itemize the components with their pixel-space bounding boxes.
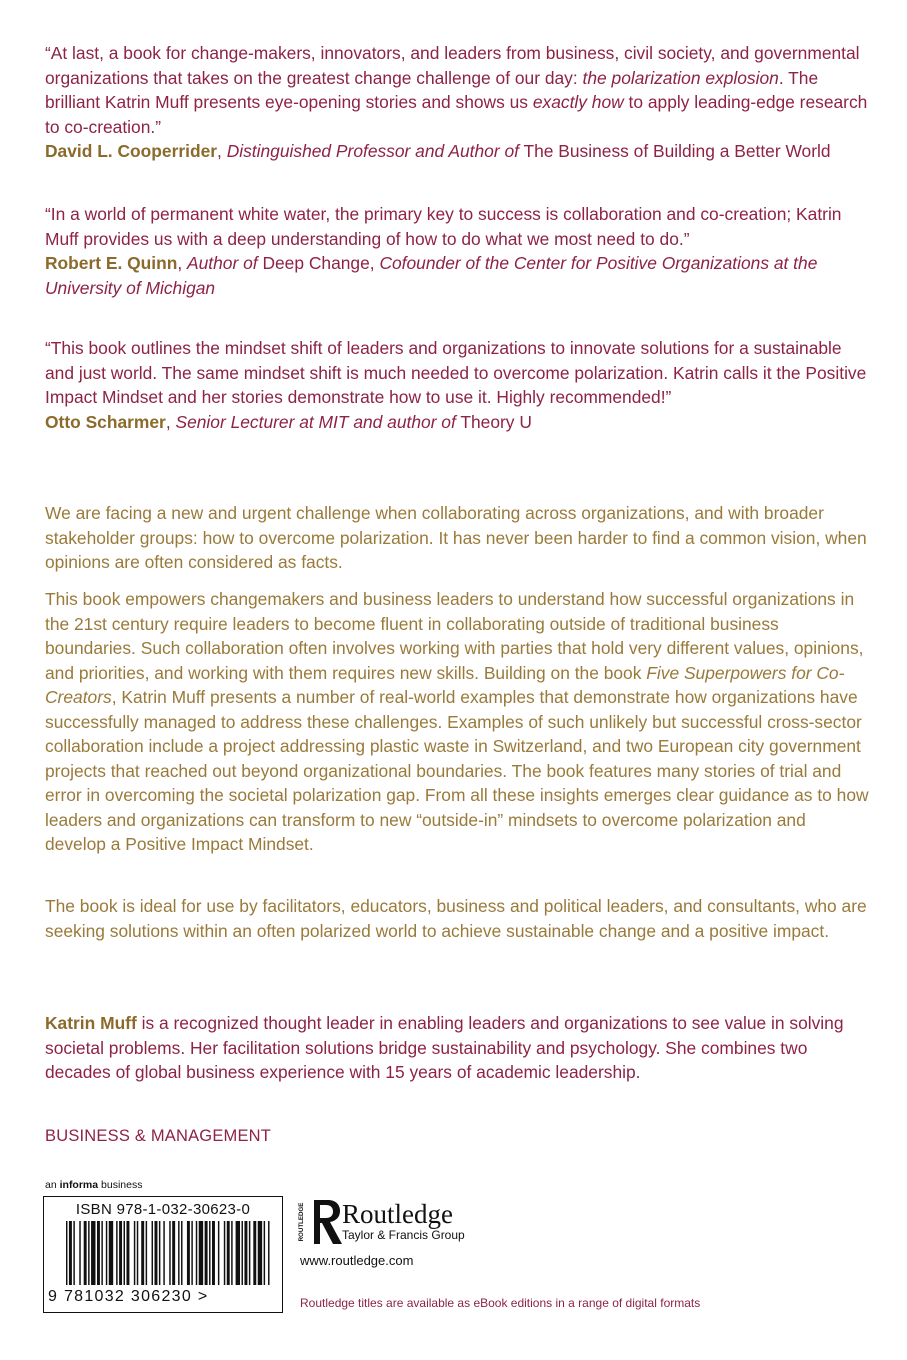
barcode-bar: [236, 1221, 240, 1285]
description-intro: [45, 501, 870, 575]
barcode-bar: [191, 1221, 192, 1285]
isbn-barcode: [43, 1196, 283, 1313]
publisher-url[interactable]: www.routledge.com: [300, 1253, 414, 1268]
barcode-bar: [258, 1221, 262, 1285]
barcode-bar: [159, 1221, 160, 1285]
barcode-bar: [218, 1221, 219, 1285]
description-paragraph: We are facing a new and urgent challenge when collaborating across organizations, and with broader stakeholder groups: how to overcome polarization. It has never been harder to find a common vision, when opinions are often considered as facts.: [45, 503, 867, 572]
endorsement-attribution: Otto Scharmer, Senior Lecturer at MIT and author of Theory U: [45, 411, 532, 432]
publisher-name: Routledge: [342, 1199, 453, 1229]
barcode-bar: [69, 1221, 72, 1285]
barcode-bar: [268, 1221, 269, 1285]
endorsement-attribution: David L. Cooperrider, Distinguished Professor and Author of The Business of Building a Better World: [45, 141, 831, 161]
description-audience: [45, 894, 870, 943]
ean-digits: 9 781032 306230 >: [48, 1288, 209, 1305]
routledge-logo-icon: [296, 1196, 344, 1248]
barcode-bar: [119, 1221, 122, 1285]
barcode-bar: [88, 1221, 89, 1285]
barcode-bar: [178, 1221, 179, 1285]
barcode-bar: [253, 1221, 256, 1285]
barcode-bar: [79, 1221, 80, 1285]
barcode-bar: [134, 1221, 135, 1285]
barcode-bar: [187, 1221, 190, 1285]
category-label: BUSINESS & MANAGEMENT: [45, 1127, 272, 1145]
barcode-bar: [205, 1221, 208, 1285]
ebook-note: Routledge titles are available as eBook editions in a range of digital formats: [300, 1296, 701, 1310]
barcode-bar: [152, 1221, 153, 1285]
barcode-bar: [154, 1221, 157, 1285]
barcode-bar: [181, 1221, 182, 1285]
endorsement-quote: “This book outlines the mindset shift of leaders and organizations to innovate solutions for a sustainable and just world. The same mindset shift is much needed to overcome polarization. Katrin calls it the Positive Impact Mindset and her stories demonstrate how to use it. Highly recommended!”: [45, 338, 867, 407]
author-bio: Katrin Muff is a recognized thought leader in enabling leaders and organizations to see value in solving societal problems. Her facilitation solutions bridge sustainability and psychology. She combines two decades of global business experience with 15 years of academic leadership.: [45, 1013, 844, 1082]
barcode-bar: [196, 1221, 197, 1285]
barcode-bar: [106, 1221, 107, 1285]
description-paragraph: The book is ideal for use by facilitators, educators, business and political leaders, and consultants, who are seeking solutions within an often polarized world to achieve sustainable change and a positive impact.: [45, 896, 867, 941]
barcode-bar: [209, 1221, 210, 1285]
barcode-bar: [172, 1221, 175, 1285]
barcode-bar: [249, 1221, 250, 1285]
barcode-bar: [227, 1221, 230, 1285]
endorsement-quote: “At last, a book for change-makers, innovators, and leaders from business, civil society, and governmental organizations that takes on the greatest change challenge of our day: the polarization explosion. The brilliant Katrin Muff presents eye-opening stories and shows us exactly how to apply leading-edge research to co-creation.”: [45, 43, 868, 137]
barcode-bar: [146, 1221, 147, 1285]
endorsement-3: [45, 336, 870, 434]
barcode-bar: [163, 1221, 164, 1285]
publisher-group: Taylor & Francis Group: [342, 1228, 465, 1242]
barcode-bar: [116, 1221, 117, 1285]
barcode-bar: [199, 1221, 203, 1285]
barcode-bar: [212, 1221, 215, 1285]
routledge-vertical-mark: ROUTLEDGE: [298, 1202, 305, 1242]
barcode-bar: [97, 1221, 100, 1285]
barcode-bar: [101, 1221, 102, 1285]
barcode-bar: [109, 1221, 113, 1285]
barcode-bar: [141, 1221, 144, 1285]
barcode-bar: [224, 1221, 225, 1285]
barcode-bar: [264, 1221, 265, 1285]
barcode-bar: [244, 1221, 247, 1285]
barcode-bar: [126, 1221, 129, 1285]
barcode-bar: [73, 1221, 74, 1285]
barcode-bars: [66, 1221, 271, 1285]
author-name: Katrin Muff: [45, 1013, 137, 1033]
isbn-number: ISBN 978-1-032-30623-0: [75, 1201, 251, 1218]
informa-tagline: an informa business: [45, 1179, 143, 1191]
endorsement-attribution: Robert E. Quinn, Author of Deep Change, Cofounder of the Center for Positive Organizations at the University of Michigan: [45, 253, 818, 298]
barcode-bar: [169, 1221, 170, 1285]
barcode-bar: [66, 1221, 67, 1285]
barcode-bar: [242, 1221, 243, 1285]
barcode-bar: [124, 1221, 125, 1285]
barcode-bar: [84, 1221, 87, 1285]
barcode-bar: [231, 1221, 232, 1285]
endorsement-quote: “In a world of permanent white water, the primary key to success is collaboration and co-creation; Katrin Muff provides us with a deep understanding of how to do what we most need to do.”: [45, 204, 842, 249]
barcode-bar: [137, 1221, 138, 1285]
description-paragraph: This book empowers changemakers and business leaders to understand how successful organizations in the 21st century require leaders to become fluent in collaborating outside of traditional business boundaries. Such collaboration often involves working with parties that hold very different values, opinions, and priorities, and working with them requires new skills. Building on the book Five Superpowers for Co-Creators, Katrin Muff presents a number of real-world examples that demonstrate how organizations have successfully managed to address these challenges. Examples of such unlikely but successful cross-sector collaboration include a project addressing plastic waste in Switzerland, and two European city government projects that reached out beyond organizational boundaries. The book features many stories of trial and error in overcoming the societal polarization gap. From all these insights emerges clear guidance as to how leaders and organizations can transform to new “outside-in” mindsets to overcome polarization and develop a Positive Impact Mindset.: [45, 589, 869, 854]
endorsement-2: [45, 202, 870, 300]
description-main: [45, 587, 870, 857]
endorsement-1: [45, 41, 870, 164]
barcode-bar: [91, 1221, 95, 1285]
